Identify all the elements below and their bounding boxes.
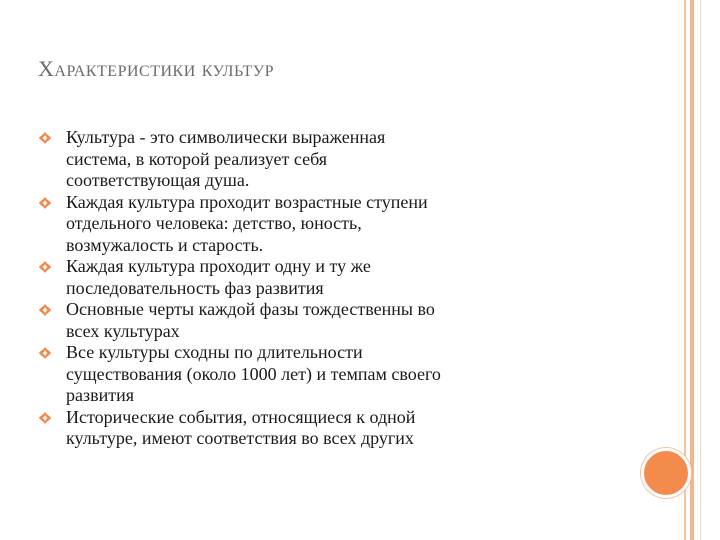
right-decorative-bar (690, 0, 694, 540)
bullet-text-line: возмужалость и старость. (66, 234, 264, 255)
flourish-bullet-icon (38, 411, 52, 425)
bullet-item (38, 127, 598, 192)
title-word-2: КУЛЬТУР (201, 63, 274, 80)
title-first-letter: Х (38, 56, 55, 81)
flourish-bullet-icon (38, 346, 52, 360)
bullet-text-line: последовательность фаз развития (66, 277, 324, 298)
orange-circle-decoration (641, 448, 691, 498)
bullet-text-line: всех культурах (66, 320, 180, 341)
bullet-item (38, 256, 598, 299)
bullet-item (38, 192, 598, 257)
bullet-text-line: Все культуры сходны по длительности (66, 342, 363, 362)
bullet-text-line: культуре, имеют соответствия во всех других (66, 428, 414, 448)
title-word-1: АРАКТЕРИСТИКИ (54, 63, 196, 80)
bullet-text-line: Каждая культура проходит одну и ту же (66, 256, 371, 276)
flourish-bullet-icon (38, 131, 52, 145)
flourish-bullet-icon (38, 196, 52, 210)
bullet-text-line: Основные черты каждой фазы тождественны во (66, 299, 435, 319)
bullet-text-line: система, в которой реализует себя (66, 148, 328, 169)
bullet-text-line: Каждая культура проходит возрастные ступени (66, 191, 428, 212)
bullet-text-line: Культура - это символически выраженная (66, 127, 386, 147)
flourish-bullet-icon (38, 303, 52, 317)
bullet-list (38, 127, 598, 450)
bullet-text-line: соответствующая душа. (66, 170, 250, 190)
flourish-bullet-icon (38, 260, 52, 274)
bullet-text-line: Исторические события, относящиеся к одной (66, 406, 416, 427)
bullet-text-line: развития (66, 385, 135, 405)
bullet-item (38, 299, 598, 342)
bullet-text-line: существования (около 1000 лет) и темпам своего (66, 363, 441, 384)
bullet-item (38, 342, 598, 407)
right-decorative-edge-line (700, 0, 701, 540)
slide-title (38, 56, 274, 82)
bullet-item (38, 407, 598, 450)
bullet-text-line: отдельного человека: детство, юность, (66, 213, 362, 233)
